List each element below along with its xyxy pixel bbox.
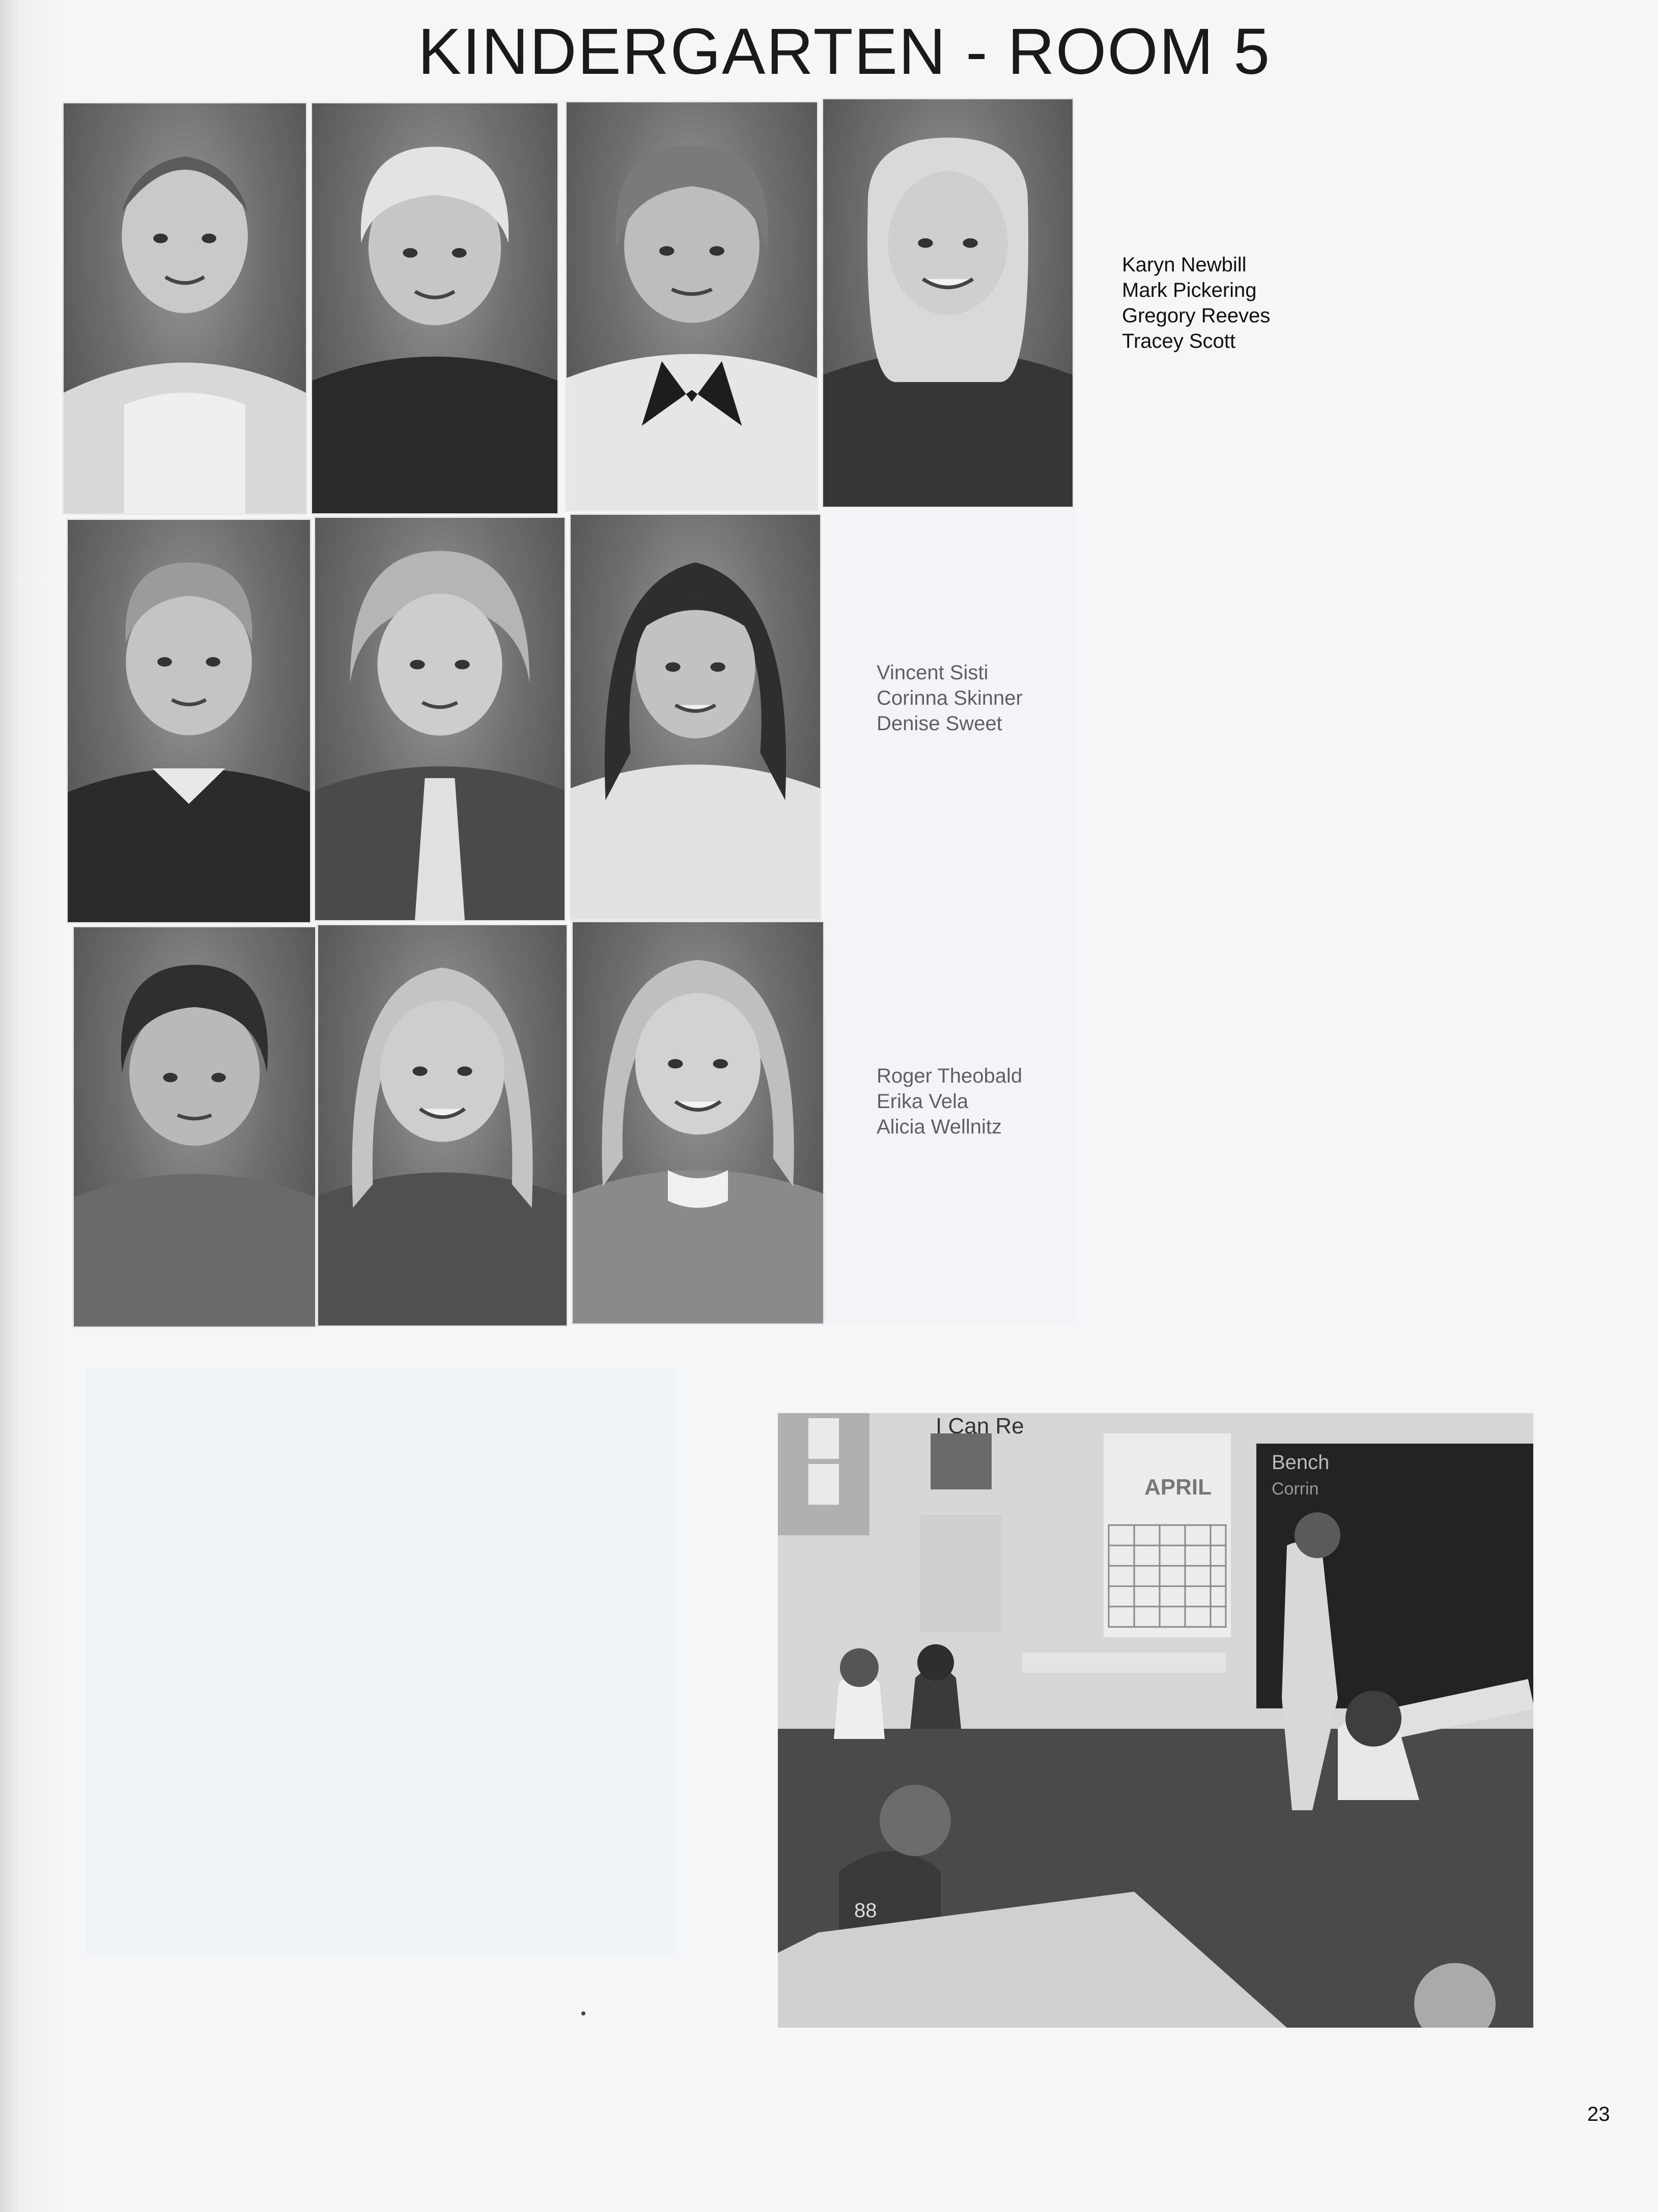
chalkboard-text: Corrin	[1272, 1479, 1319, 1499]
student-name: Corinna Skinner	[877, 687, 1023, 709]
student-portrait	[569, 513, 822, 921]
student-portrait	[311, 102, 559, 515]
student-name: Alicia Wellnitz	[877, 1116, 1002, 1138]
student-name: Roger Theobald	[877, 1065, 1023, 1087]
blank-photo-area	[825, 917, 1074, 1324]
student-portrait	[72, 926, 317, 1328]
student-name: Denise Sweet	[877, 712, 1002, 735]
student-portrait	[822, 98, 1074, 508]
student-portrait	[314, 516, 566, 922]
name-list	[1122, 252, 1270, 354]
student-name: Erika Vela	[877, 1090, 969, 1113]
student-name: Vincent Sisti	[877, 661, 989, 684]
shirt-number-text: 88	[854, 1899, 877, 1922]
print-speck	[581, 2011, 585, 2015]
student-portrait	[565, 101, 819, 511]
student-portrait	[66, 518, 312, 924]
student-name: Mark Pickering	[1122, 279, 1257, 301]
student-name: Gregory Reeves	[1122, 305, 1271, 327]
page-title: KINDERGARTEN - ROOM 5	[417, 15, 1271, 88]
student-name: Tracey Scott	[1122, 330, 1236, 352]
student-portrait	[571, 921, 825, 1325]
chalkboard-text: Bench	[1272, 1451, 1330, 1474]
wall-sign-text: I Can Re	[936, 1414, 1024, 1439]
student-portrait	[317, 924, 568, 1327]
student-name: Karyn Newbill	[1122, 254, 1247, 276]
blank-photo-area	[825, 509, 1074, 917]
page-number: 23	[1587, 2103, 1610, 2125]
classroom-photo	[778, 1413, 1533, 2028]
blank-photo-area	[86, 1369, 676, 1954]
calendar-month-text: APRIL	[1144, 1475, 1212, 1500]
student-portrait	[62, 102, 307, 515]
